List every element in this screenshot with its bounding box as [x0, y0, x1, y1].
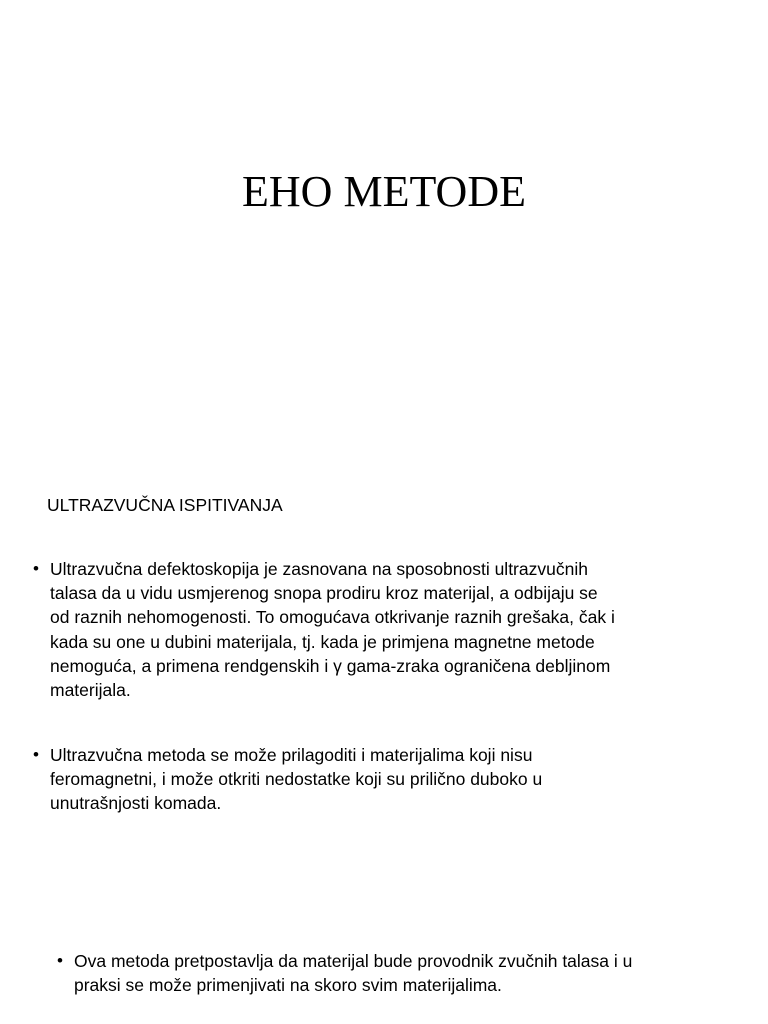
bullet-line: od raznih nehomogenosti. To omogućava otkrivanje raznih grešaka, čak i: [50, 607, 615, 628]
bullet-item-3: [57, 949, 757, 997]
bullet-dot: •: [33, 559, 39, 578]
bullet-line: praksi se može primenjivati na skoro svim materijalima.: [74, 975, 502, 996]
bullet-line: materijala.: [50, 680, 131, 701]
section-subtitle: ULTRAZVUČNA ISPITIVANJA: [47, 495, 283, 515]
bullet-dot: •: [33, 745, 39, 764]
page-title: EHO METODE: [242, 167, 526, 216]
bullet-line: feromagnetni, i može otkriti nedostatke koji su prilično duboko u: [50, 769, 543, 790]
bullet-item-1: [33, 557, 733, 702]
bullet-item-2: [33, 743, 733, 816]
bullet-line: talasa da u vidu usmjerenog snopa prodiru kroz materijal, a odbijaju se: [50, 583, 598, 604]
bullet-line: Ultrazvučna metoda se može prilagoditi i materijalima koji nisu: [50, 745, 533, 765]
bullet-line: kada su one u dubini materijala, tj. kada je primjena magnetne metode: [50, 631, 595, 652]
bullet-line: unutrašnjosti komada.: [50, 793, 222, 814]
bullet-dot: •: [57, 951, 63, 970]
bullet-line: Ultrazvučna defektoskopija je zasnovana na sposobnosti ultrazvučnih: [50, 559, 588, 579]
bullet-line: Ova metoda pretpostavlja da materijal bude provodnik zvučnih talasa i u: [74, 951, 633, 971]
bullet-line: nemoguća, a primena rendgenskih i γ gama-zraka ograničena debljinom: [50, 655, 611, 676]
